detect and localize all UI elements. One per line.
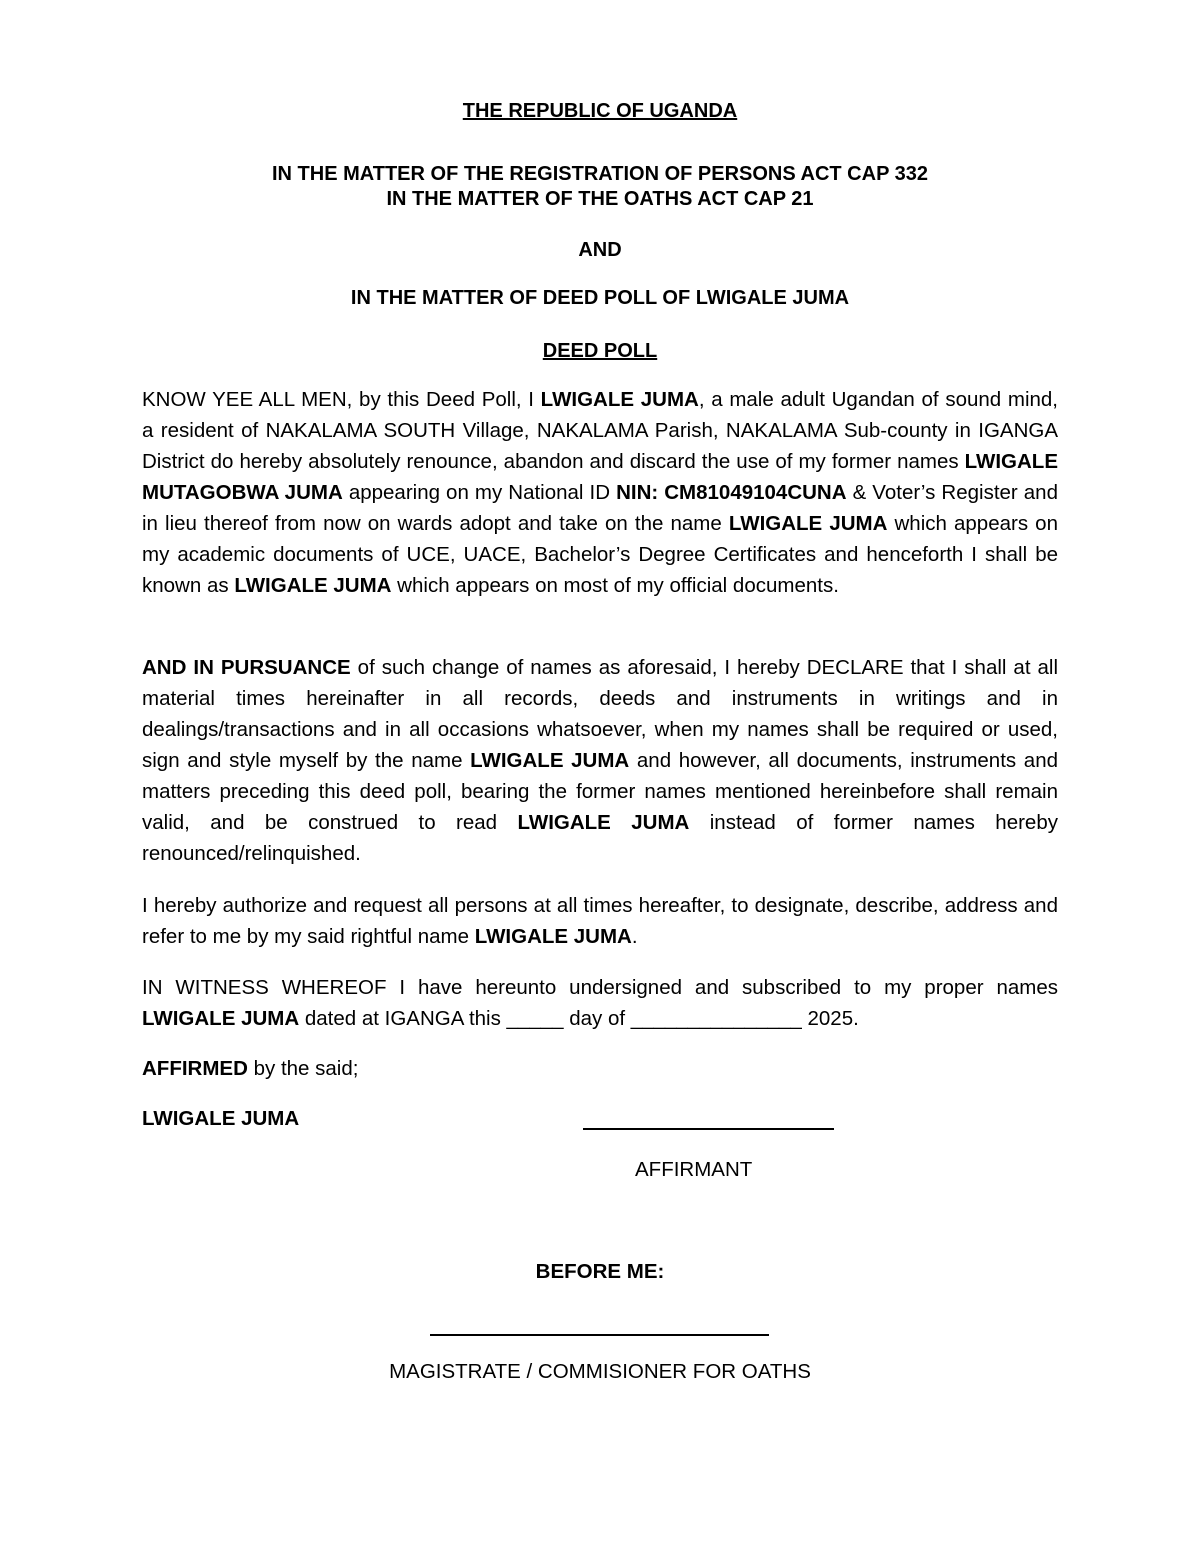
authorization-paragraph <box>142 890 1058 952</box>
p2-text-3: instead of former names hereby renounced/relinquished. <box>142 811 1058 865</box>
deed-poll-title: DEED POLL <box>542 340 658 362</box>
affirmed-rest: by the said; <box>247 1057 359 1080</box>
p2-text-2: and however, all documents, instruments and matters preceding this deed poll, bearing the former names mentioned hereinbefore shall remain valid, and be construed to read <box>142 749 1058 834</box>
matter-registration-heading: IN THE MATTER OF THE REGISTRATION OF PERSONS ACT CAP 332 <box>272 163 928 185</box>
p1-text-6: which appears on most of my official documents. <box>391 574 839 597</box>
commissioner-label: MAGISTRATE / COMMISIONER FOR OATHS <box>389 1360 811 1383</box>
witness-paragraph <box>142 972 1058 1034</box>
p1-name-1: LWIGALE JUMA <box>540 388 699 411</box>
republic-heading: THE REPUBLIC OF UGANDA <box>462 100 738 122</box>
p3-name: LWIGALE JUMA <box>474 925 632 948</box>
p4-text-1: IN WITNESS WHEREOF I have hereunto undersigned and subscribed to my proper names <box>142 976 1058 999</box>
affirmant-label: AFFIRMANT <box>635 1158 753 1181</box>
before-me-label: BEFORE ME: <box>535 1260 665 1283</box>
p1-text-2: , a male adult Ugandan of sound mind, a resident of NAKALAMA SOUTH Village, NAKALAMA Parish, NAKALAMA Sub-county in IGANGA District do hereby absolutely renounce, abandon and discard the use of my former names <box>142 388 1058 473</box>
p1-text-1: KNOW YEE ALL MEN, by this Deed Poll, I <box>142 388 541 411</box>
declaration-paragraph <box>142 384 1058 601</box>
affirmed-line <box>142 1053 358 1084</box>
p1-text-4: & Voter’s Register and in lieu thereof from now on wards adopt and take on the name <box>142 481 1058 535</box>
pursuance-paragraph <box>142 652 1058 869</box>
p3-text-1: I hereby authorize and request all persons at all times hereafter, to designate, describe, address and refer to me by my said rightful name <box>142 894 1058 948</box>
matter-deed-poll-heading: IN THE MATTER OF DEED POLL OF LWIGALE JUMA <box>350 287 850 309</box>
p2-lead: AND IN PURSUANCE <box>142 656 351 679</box>
p1-nin: NIN: CM81049104CUNA <box>616 481 847 504</box>
affirmed-label: AFFIRMED <box>142 1057 248 1080</box>
p4-name: LWIGALE JUMA <box>142 1007 300 1030</box>
p2-name-1: LWIGALE JUMA <box>470 749 630 772</box>
matter-oaths-heading: IN THE MATTER OF THE OATHS ACT CAP 21 <box>386 188 814 210</box>
p1-name-2: LWIGALE JUMA <box>728 512 888 535</box>
p2-name-2: LWIGALE JUMA <box>517 811 690 834</box>
p3-text-2: . <box>631 925 638 948</box>
p4-text-2: dated at IGANGA this _____ day of _______________ 2025. <box>299 1007 859 1030</box>
p1-former-name: LWIGALE MUTAGOBWA JUMA <box>142 450 1058 504</box>
p2-text-1: of such change of names as aforesaid, I hereby DECLARE that I shall at all material times hereinafter in all records, deeds and instruments in writings and in dealings/transactions and in all occasions whatsoever, when my names shall be required or used, sign and style myself by the name <box>142 656 1059 772</box>
and-heading: AND <box>578 239 622 261</box>
p1-text-5: which appears on my academic documents of UCE, UACE, Bachelor’s Degree Certificates and henceforth I shall be known as <box>142 512 1058 597</box>
affirmant-name: LWIGALE JUMA <box>142 1107 300 1130</box>
p1-text-3: appearing on my National ID <box>342 481 617 504</box>
commissioner-signature-line <box>430 1334 769 1336</box>
p1-name-3: LWIGALE JUMA <box>234 574 392 597</box>
affirmant-signature-line <box>583 1128 834 1130</box>
